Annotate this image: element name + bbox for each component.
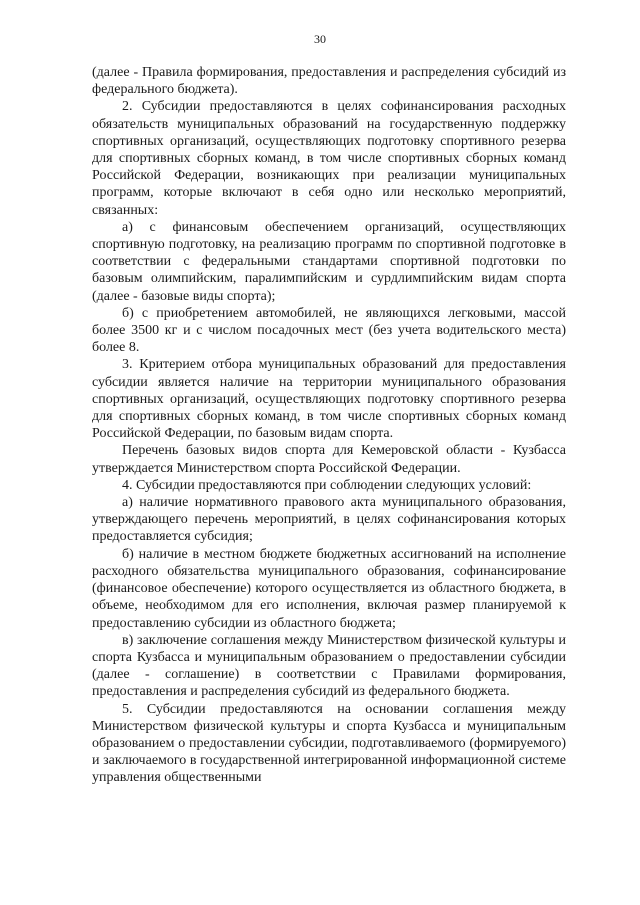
paragraph-continuation: (далее - Правила формирования, предоставления и распределения субсидий из федерального бюджета). [92,65,566,98]
paragraph-item-3: 3. Критерием отбора муниципальных образований для предоставления субсидии является наличие на территории муниципального образования спортивных организаций, осуществляющих подготовку спортивного резерва для спортивных сборных команд, в том числе спортивных сборных команд Российской Федерации, по базовым видам спорта. [92,357,566,442]
paragraph-subitem-b: б) с приобретением автомобилей, не являющихся легковыми, массой более 3500 кг и с числом посадочных мест (без учета водительского места) более 8. [92,305,566,356]
paragraph-item-4: 4. Субсидии предоставляются при соблюдении следующих условий: [122,477,532,493]
paragraph-item-2: 2. Субсидии предоставляются в целях софинансирования расходных обязательств муниципальных образований на государственную поддержку спортивных организаций, осуществляющих подготовку спортивного резерва для спортивных сборных команд, в том числе спортивных сборных команд Российской Федерации, возникающих при реализации муниципальных программ, которые включают в себя одно или несколько мероприятий, связанных: [92,99,566,218]
paragraph-item-5: 5. Субсидии предоставляются на основании соглашения между Министерством физической культуры и спорта Кузбасса и муниципальным образованием о предоставлении субсидии, подготавливаемого (формируемого) и заключаемого в государственной интегрированной информационной системе управления общественными [92,701,566,786]
paragraph-condition-c: в) заключение соглашения между Министерством физической культуры и спорта Кузбасса и муниципальным образованием о предоставлении субсидии (далее - соглашение) в соответствии с Правилами формирования, предоставления и распределения субсидий из федерального бюджета. [92,632,566,700]
paragraph-condition-a: а) наличие нормативного правового акта муниципального образования, утверждающего перечень мероприятий, в целях софинансирования которых предоставляется субсидия; [92,495,566,545]
paragraph-sports-list: Перечень базовых видов спорта для Кемеровской области - Кузбасса утверждается Министерством спорта Российской Федерации. [92,443,566,476]
paragraph-subitem-a: а) с финансовым обеспечением организаций, осуществляющих спортивную подготовку, на реализацию программ по спортивной подготовке в соответствии с федеральными стандартами спортивной подготовки по базовым олимпийским, паралимпийским и сурдлимпийским видам спорта (далее - базовые виды спорта); [92,219,566,304]
paragraph-condition-b: б) наличие в местном бюджете бюджетных ассигнований на исполнение расходного обязательства муниципального образования, софинансирование (финансовое обеспечение) которого осуществляется из областного бюджета, в объеме, необходимом для его исполнения, включая размер планируемой к предоставлению субсидии из областного бюджета; [92,546,566,631]
document-body [92,64,566,787]
page-number: 30 [314,32,326,46]
